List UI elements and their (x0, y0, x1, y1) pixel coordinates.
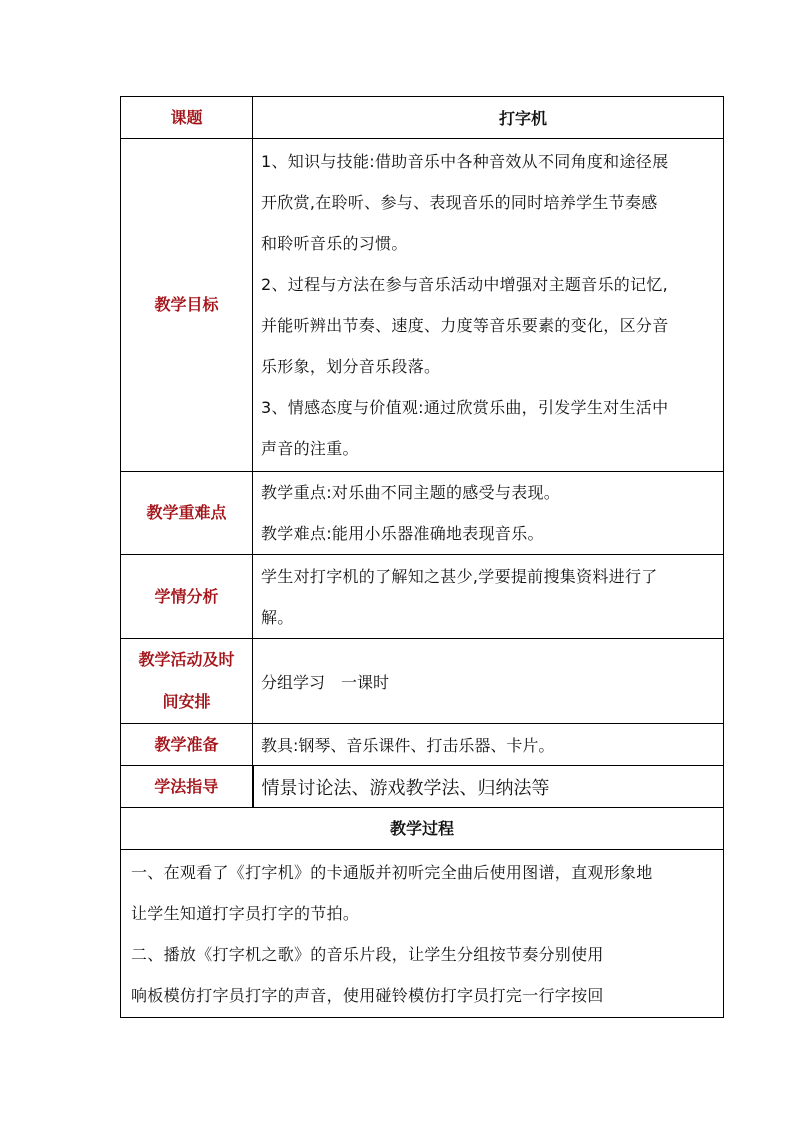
row-student-analysis (121, 555, 724, 639)
process-line: 响板模仿打字员打字的声音，使用碰铃模仿打字员打完一行字按回 (131, 985, 604, 1005)
student-analysis-label: 学情分析 (121, 555, 253, 639)
lesson-plan-table (120, 96, 724, 1018)
method-value: 情景讨论法、游戏教学法、归纳法等 (253, 766, 724, 808)
row-topic (121, 97, 724, 139)
row-process-body (121, 850, 724, 1018)
activities-label (121, 639, 253, 724)
row-activities (121, 639, 724, 724)
topic-label: 课题 (121, 97, 253, 139)
row-method (121, 766, 724, 808)
key-points-line: 教学重点:对乐曲不同主题的感受与表现。 (261, 483, 561, 502)
process-content (121, 850, 724, 1018)
row-preparation (121, 724, 724, 766)
objectives-line: 和聆听音乐的习惯。 (261, 234, 408, 253)
activities-label-line: 教学活动及时 (138, 650, 235, 669)
activities-value: 分组学习 一课时 (253, 639, 724, 724)
row-process-title (121, 808, 724, 850)
activities-label-line: 间安排 (162, 692, 211, 711)
objectives-line: 1、知识与技能:借助音乐中各种音效从不同角度和途径展 (261, 152, 669, 171)
preparation-value: 教具:钢琴、音乐课件、打击乐器、卡片。 (253, 724, 724, 766)
preparation-label: 教学准备 (121, 724, 253, 766)
student-analysis-line: 解。 (261, 607, 294, 627)
objectives-line: 开欣赏,在聆听、参与、表现音乐的同时培养学生节奏感 (261, 193, 658, 212)
row-key-points (121, 472, 724, 555)
objectives-content (253, 139, 724, 472)
process-line: 让学生知道打字员打字的节拍。 (131, 903, 360, 923)
student-analysis-line: 学生对打字机的了解知之甚少,学要提前搜集资料进行了 (261, 566, 658, 586)
objectives-line: 乐形象，划分音乐段落。 (261, 357, 441, 376)
student-analysis-content (253, 555, 724, 639)
key-points-content (253, 472, 724, 555)
objectives-label: 教学目标 (121, 139, 253, 472)
objectives-line: 2、过程与方法在参与音乐活动中增强对主题音乐的记忆, (261, 275, 669, 294)
row-objectives (121, 139, 724, 472)
key-points-label: 教学重难点 (121, 472, 253, 555)
objectives-line: 3、情感态度与价值观:通过欣赏乐曲，引发学生对生活中 (261, 398, 669, 417)
topic-value: 打字机 (253, 97, 724, 139)
method-label: 学法指导 (121, 766, 253, 808)
process-line: 二、播放《打字机之歌》的音乐片段，让学生分组按节奏分别使用 (131, 944, 604, 964)
objectives-line: 声音的注重。 (261, 439, 359, 458)
process-line: 一、在观看了《打字机》的卡通版并初听完全曲后使用图谱，直观形象地 (131, 862, 653, 882)
objectives-line: 并能听辨出节奏、速度、力度等音乐要素的变化，区分音 (261, 316, 669, 335)
process-title: 教学过程 (121, 808, 724, 850)
key-points-line: 教学难点:能用小乐器准确地表现音乐。 (261, 524, 544, 543)
